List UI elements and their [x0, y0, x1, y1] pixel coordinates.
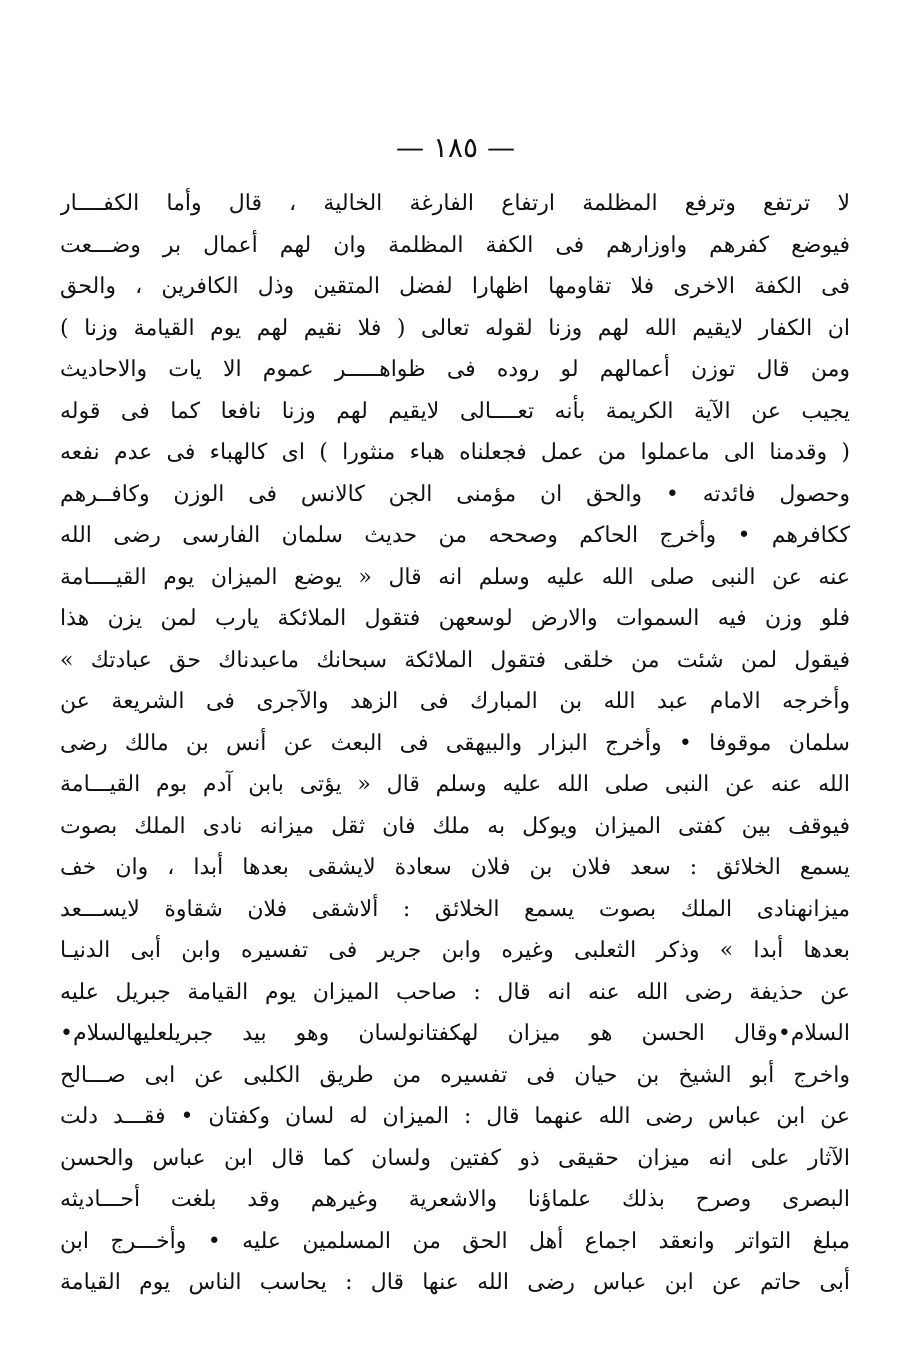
text-line: فلو وزن فيه السموات والارض لوسعهن فتقول الملائكة يارب لمن يزن هذا [60, 606, 850, 631]
text-line: سلمان موقوفا • وأخرج البزار والبيهقى فى البعث عن أنس بن مالك رضى [60, 730, 850, 756]
text-line: فى الكفة الاخرى فلا تقاومها اظهارا لفضل المتقين وذل الكافرين ، والحق [60, 274, 850, 299]
text-line: وأخرجه الامام عبد الله بن المبارك فى الزهد والآجرى فى الشريعة عن [60, 689, 850, 714]
body-text [60, 183, 850, 1304]
text-line: فيقول لمن شئت من خلقى فتقول الملائكة سبحانك ماعبدناك حق عبادتك » [60, 647, 850, 673]
text-line: ككافرهم • وأخرج الحاكم وصححه من حديث سلمان الفارسى رضى الله [60, 523, 850, 548]
text-line: ان الكفار لايقيم الله لهم وزنا لقوله تعالى ( فلا نقيم لهم يوم القيامة وزنا ) [60, 315, 850, 341]
text-line: واخرج أبو الشيخ بن حيان فى تفسيره من طريق الكلبى عن ابى صـــالح [60, 1062, 850, 1088]
text-line: يجيب عن الآية الكريمة بأنه تعــــالى لايقيم لهم وزنا نافعا كما فى قوله [60, 398, 850, 424]
text-line: لا ترتفع وترفع المظلمة ارتفاع الفارغة الخالية ، قال وأما الكفــــار [60, 191, 850, 216]
text-line: مبلغ التواتر وانعقد اجماع أهل الحق من المسلمين عليه • وأخـــرج ابن [60, 1228, 850, 1254]
text-line: فيوقف بين كفتى الميزان ويوكل به ملك فان ثقل ميزانه نادى الملك بصوت [60, 813, 850, 839]
text-line: بعدها أبدا » وذكر الثعلبى وغيره وابن جرير فى تفسيره وابن أبى الدنيـا [60, 938, 850, 963]
text-line: وحصول فائدته • والحق ان مؤمنى الجن كالانس فى الوزن وكافــرهم [60, 481, 850, 507]
text-line: فيوضع كفرهم واوزارهم فى الكفة المظلمة وان لهم أعمال بر وضـــعت [60, 232, 850, 258]
text-line: يسمع الخلائق : سعد فلان بن فلان سعادة لايشقى بعدها أبدا ، وان خف [60, 855, 850, 880]
text-line: السلام•وقال الحسن هو ميزان لهكفتانولسان وهو بيد جبريلعليهالسلام• [60, 1021, 850, 1046]
text-line: ( وقدمنا الى ماعملوا من عمل فجعلناه هباء منثورا ) اى كالهباء فى عدم نفعه [60, 440, 850, 465]
text-line: الآثار على انه ميزان حقيقى ذو كفتين ولسان كما قال ابن عباس والحسن [60, 1145, 850, 1171]
text-line: ميزانهنادى الملك بصوت يسمع الخلائق : ألاشقى فلان شقاوة لايســـعد [60, 896, 850, 922]
text-line: البصرى وصرح بذلك علماؤنا والاشعرية وغيرهم وقد بلغت أحـــاديثه [60, 1187, 850, 1212]
text-line: الله عنه عن النبى صلى الله عليه وسلم قال « يؤتى بابن آدم بوم القيـــامة [60, 772, 850, 797]
text-line: عنه عن النبى صلى الله عليه وسلم انه قال « يوضع الميزان يوم القيــــامة [60, 564, 850, 590]
page-number: — ١٨٥ — [396, 131, 515, 164]
text-line: أبى حاتم عن ابن عباس رضى الله عنها قال : يحاسب الناس يوم القيامة [60, 1270, 850, 1295]
text-line: عن حذيفة رضى الله عنه انه قال : صاحب الميزان يوم القيامة جبريل عليه [60, 979, 850, 1005]
text-line: ومن قال توزن أعمالهم لو روده فى ظواهـــــر عموم الا يات والاحاديث [60, 357, 850, 382]
text-line: عن ابن عباس رضى الله عنهما قال : الميزان له لسان وكفتان • فقـــد دلت [60, 1104, 850, 1129]
